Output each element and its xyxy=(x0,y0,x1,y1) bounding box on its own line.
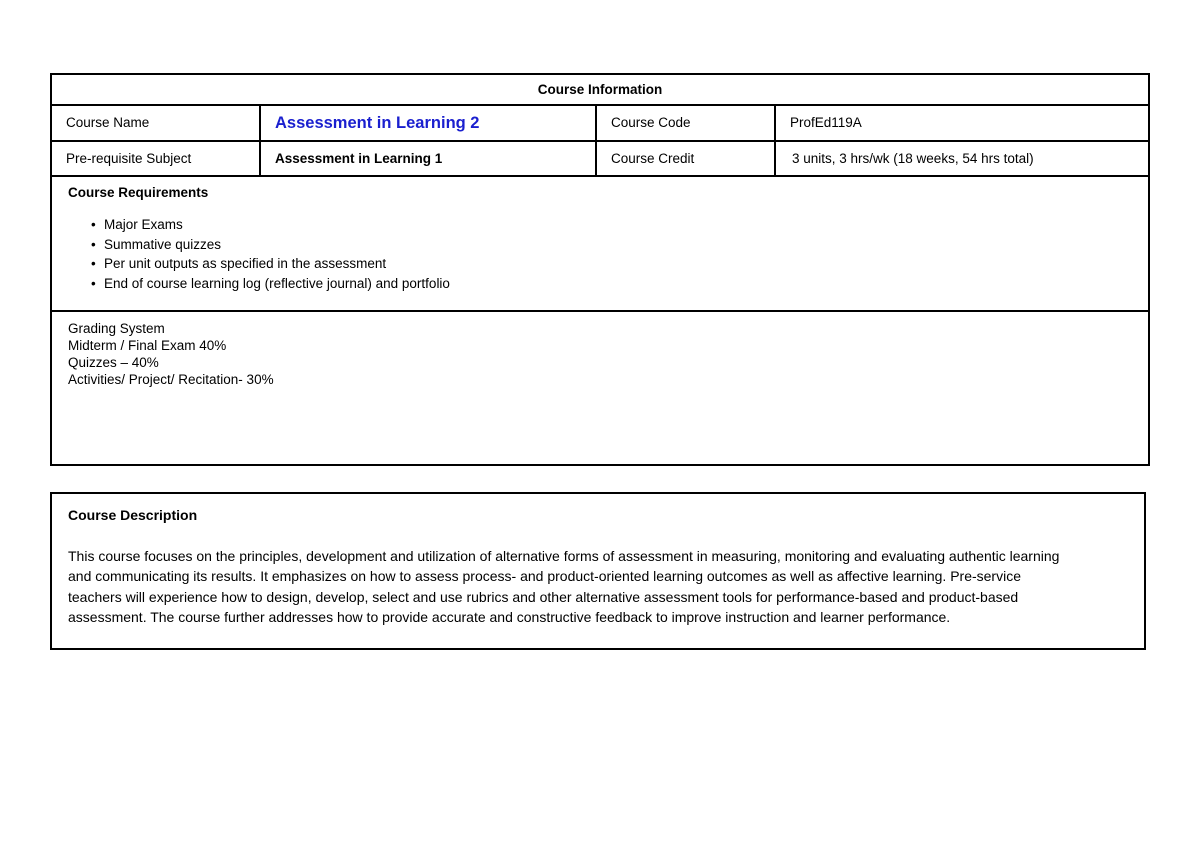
course-information-table xyxy=(50,73,1150,466)
grading-system-cell xyxy=(51,311,1149,465)
requirement-item: • Major Exams xyxy=(104,215,1134,235)
course-description-text: This course focuses on the principles, development and utilization of alternative forms of assessment in measuring, monitoring and evaluating authentic learning and communicating its results. It emphasizes on how to assess process- and product-oriented learning outcomes as well as affective learning. Pre-service teachers will experience how to design, develop, select and use rubrics and other alternative assessment tools for performance-based and product-based assessment. The course further addresses how to provide accurate and constructive feedback to improve instruction and learner performance. xyxy=(68,547,1060,625)
grading-line: Quizzes – 40% xyxy=(68,355,159,370)
course-credit-value: 3 units, 3 hrs/wk (18 weeks, 54 hrs total) xyxy=(775,141,1149,176)
course-credit-label: Course Credit xyxy=(596,141,775,176)
course-requirements-title: Course Requirements xyxy=(68,185,209,200)
course-code-label: Course Code xyxy=(596,105,775,141)
grading-line: Activities/ Project/ Recitation- 30% xyxy=(68,372,274,387)
requirement-item: • Per unit outputs as specified in the assessment xyxy=(104,254,1134,274)
course-code-value: ProfEd119A xyxy=(775,105,1149,141)
requirement-item: • Summative quizzes xyxy=(104,235,1134,255)
requirement-item: • End of course learning log (reflective journal) and portfolio xyxy=(104,274,1134,294)
course-requirements-cell xyxy=(51,176,1149,311)
prereq-value: Assessment in Learning 1 xyxy=(260,141,596,176)
course-name-label: Course Name xyxy=(51,105,260,141)
grading-line: Midterm / Final Exam 40% xyxy=(68,338,227,353)
course-information-heading: Course Information xyxy=(51,74,1149,105)
prereq-label: Pre-requisite Subject xyxy=(51,141,260,176)
course-requirements-list xyxy=(66,215,1134,293)
course-name-value: Assessment in Learning 2 xyxy=(260,105,596,141)
course-description-box xyxy=(50,492,1146,650)
grading-system-title: Grading System xyxy=(68,321,165,336)
course-description-title: Course Description xyxy=(68,507,198,523)
